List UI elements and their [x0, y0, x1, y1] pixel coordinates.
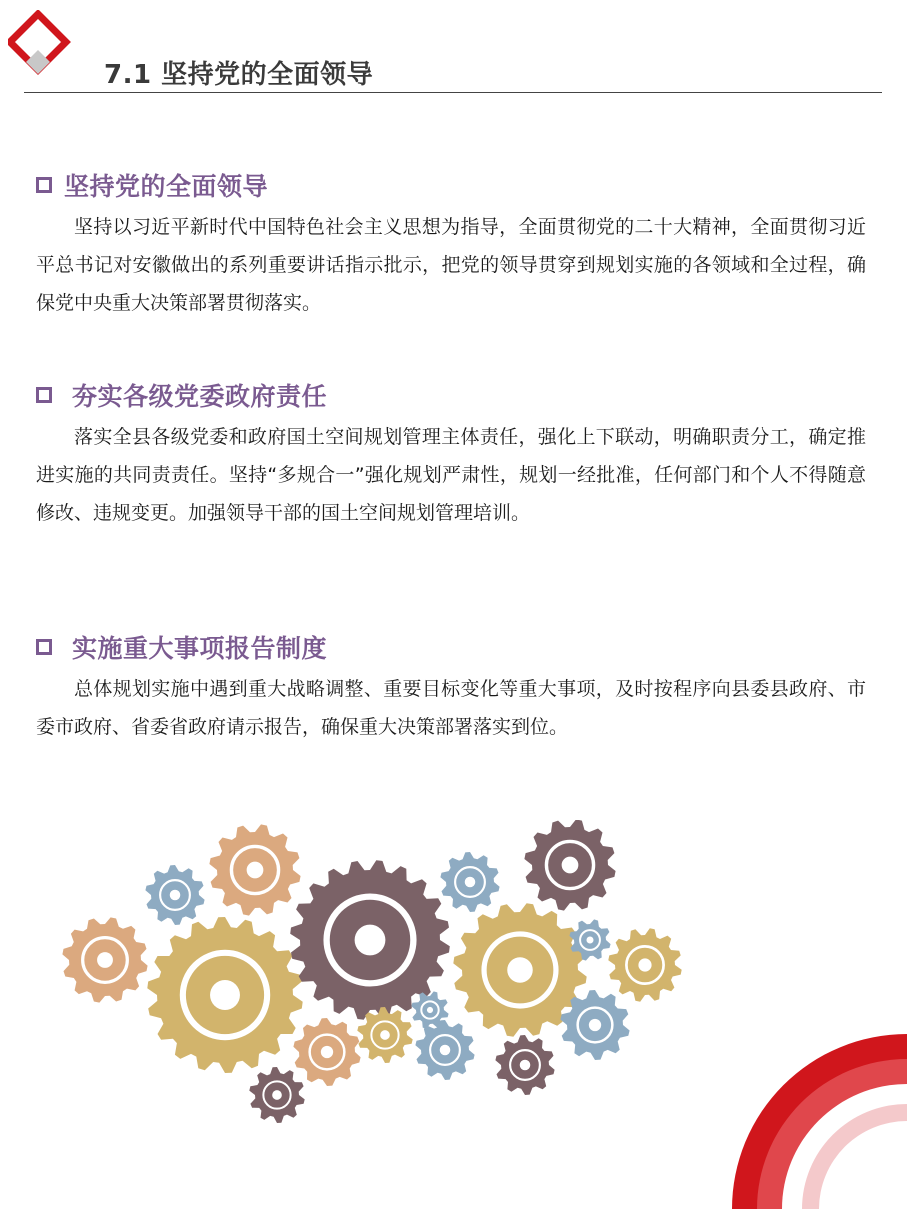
section-party-leadership [36, 168, 866, 322]
gear-hub [520, 1060, 531, 1071]
gear-hub [638, 958, 651, 971]
section-government-responsibility [36, 378, 866, 532]
section-title: 实施重大事项报告制度 [72, 634, 328, 663]
page-title: 7.1 坚持党的全面领导 [104, 60, 374, 90]
gear-hub [170, 890, 181, 901]
gear-hub [321, 1046, 333, 1058]
red-arc-corner-decoration [700, 1000, 907, 1209]
logo-diamond-icon [8, 10, 86, 80]
section-heading [36, 168, 866, 202]
gear-hub [97, 952, 113, 968]
section-body: 总体规划实施中遇到重大战略调整、重要目标变化等重大事项，及时按程序向县委县政府、市委市政府、省委省政府请示报告，确保重大决策部署落实到位。 [36, 678, 866, 738]
square-bullet-icon [36, 639, 52, 655]
gear-hub [507, 957, 533, 983]
gear-hub [465, 877, 476, 888]
square-bullet-icon [36, 177, 52, 193]
gear-hub [247, 862, 264, 879]
gear-hub [440, 1045, 451, 1056]
section-major-reporting [36, 630, 866, 746]
section-heading [36, 630, 866, 664]
gear-hub [589, 1019, 601, 1031]
gears-illustration [55, 820, 695, 1130]
section-body: 坚持以习近平新时代中国特色社会主义思想为指导，全面贯彻党的二十大精神，全面贯彻习近平总书记对安徽做出的系列重要讲话指示批示，把党的领导贯穿到规划实施的各领域和全过程，确保党中央重大决策部署贯彻落实。 [36, 216, 866, 314]
gear-hub [427, 1007, 433, 1013]
gear-hub [562, 857, 579, 874]
gear-hub [210, 980, 240, 1010]
gear-hub [272, 1090, 282, 1100]
section-title: 夯实各级党委政府责任 [72, 382, 328, 411]
gear-hub [586, 936, 593, 943]
gear-hub [355, 925, 386, 956]
square-bullet-icon [36, 387, 52, 403]
section-heading [36, 378, 866, 412]
section-body: 落实全县各级党委和政府国土空间规划管理主体责任，强化上下联动，明确职责分工，确定推进实施的共同责责任。坚持“多规合一”强化规划严肃性，规划一经批准，任何部门和个人不得随意修改、违规变更。加强领导干部的国土空间规划管理培训。 [36, 426, 866, 524]
gear-hub [380, 1030, 390, 1040]
section-title: 坚持党的全面领导 [64, 172, 269, 201]
header-divider [24, 92, 882, 93]
